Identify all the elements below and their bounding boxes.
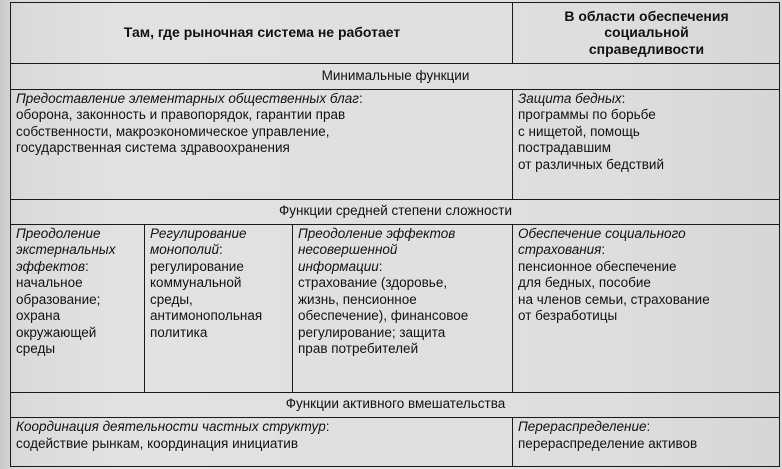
medium-col4-title-line-1: Обеспечение социального xyxy=(518,225,686,241)
medium-col4-line-4: от безработицы xyxy=(518,308,618,324)
medium-col2-cell: Регулирование монополий: регулирование коммунальной среды, антимонопольная политика xyxy=(145,224,293,392)
medium-col3-line-2: жизнь, пенсионное xyxy=(298,291,417,307)
medium-col1-line-4: окружающей xyxy=(16,324,97,340)
medium-col2-line-5: политика xyxy=(150,324,208,340)
minimal-left-line-2: собственности, макроэкономическое управление, xyxy=(16,123,330,139)
header-right xyxy=(513,3,780,64)
medium-col4-line-2: для бедных, пособие xyxy=(518,275,651,291)
active-left-title: Координация деятельности частных структур xyxy=(16,419,326,435)
section-row-active xyxy=(11,392,780,417)
medium-col2-line-3: среды, xyxy=(150,291,193,307)
medium-col2-line-2: коммунальной xyxy=(150,275,242,291)
header-right-line-1: В области обеспечения xyxy=(564,7,729,24)
minimal-right-cell: Защита бедных: программы по борьбе с нищетой, помощь пострадавшим от различных бедствий xyxy=(513,89,780,199)
functions-table xyxy=(10,2,780,467)
medium-col3-title-line-3: информации xyxy=(298,258,379,274)
minimal-left-title: Предоставление элементарных общественных благ xyxy=(16,90,359,106)
medium-col3-line-1: страхование (здоровье, xyxy=(298,275,448,291)
section-minimal: Минимальные функции xyxy=(11,64,780,89)
medium-col1-line-3: охрана xyxy=(16,308,61,324)
active-row xyxy=(11,418,780,467)
minimal-left-line-1: оборона, законность и правопорядок, гарантии прав xyxy=(16,107,346,123)
active-left-line-1: содействие рынкам, координация инициатив xyxy=(16,435,299,451)
medium-col2-title-line-1: Регулирование xyxy=(150,225,247,241)
medium-col4-line-1: пенсионное обеспечение xyxy=(518,258,677,274)
medium-col4-title-line-2: страхования xyxy=(518,242,602,258)
header-right-line-2: социальной xyxy=(604,24,689,41)
medium-row xyxy=(11,224,780,392)
header-left: Там, где рыночная система не работает xyxy=(11,3,513,64)
medium-col2-line-4: антимонопольная xyxy=(150,308,263,324)
minimal-left-cell: Предоставление элементарных общественных благ: оборона, законность и правопорядок, гарантии прав собственности, макроэкономическое управление, государственная система здравоохранения xyxy=(11,89,513,199)
section-row-medium xyxy=(11,199,780,224)
section-row-minimal xyxy=(11,64,780,89)
medium-col1-cell: Преодоление экстернальных эффектов: начальное образование; охрана окружающей среды xyxy=(11,224,145,392)
active-right-title: Перераспределение xyxy=(518,419,647,435)
active-right-cell: Перераспределение: перераспределение активов xyxy=(513,418,780,467)
medium-col2-line-1: регулирование xyxy=(150,258,244,274)
active-left-cell: Координация деятельности частных структур: содействие рынкам, координация инициатив xyxy=(11,418,513,467)
minimal-right-line-4: от различных бедствий xyxy=(518,156,665,172)
minimal-right-line-2: с нищетой, помощь xyxy=(518,123,640,139)
minimal-right-line-1: программы по борьбе xyxy=(518,107,656,123)
minimal-right-line-3: пострадавшим xyxy=(518,140,611,156)
medium-col4-cell: Обеспечение социального страхования: пенсионное обеспечение для бедных, пособие на членов семьи, страхование от безработицы xyxy=(513,224,780,392)
medium-col1-title-line-1: Преодоление xyxy=(16,225,101,241)
minimal-left-line-3: государственная система здравоохранения xyxy=(16,140,290,156)
active-right-line-1: перераспределение активов xyxy=(518,435,698,451)
medium-col2-title-line-2: монополий xyxy=(150,242,219,258)
section-medium: Функции средней степени сложности xyxy=(11,199,780,224)
medium-col1-line-5: среды xyxy=(16,341,56,357)
header-row xyxy=(11,3,780,64)
medium-col3-line-4: регулирование; защита xyxy=(298,324,446,340)
medium-col1-title-line-2: экстернальных xyxy=(16,242,116,258)
medium-col3-title-line-1: Преодоление эффектов xyxy=(298,225,456,241)
minimal-row xyxy=(11,89,780,199)
section-active: Функции активного вмешательства xyxy=(11,392,780,417)
medium-col4-line-3: на членов семьи, страхование xyxy=(518,291,710,307)
medium-col3-title-line-2: несовершенной xyxy=(298,242,398,258)
header-right-line-3: справедливости xyxy=(588,40,705,57)
medium-col3-cell: Преодоление эффектов несовершенной информации: страхование (здоровье, жизнь, пенсионное обеспечение), финансовое регулирование; защита прав потребителей xyxy=(293,224,513,392)
medium-col3-line-3: обеспечение), финансовое xyxy=(298,308,469,324)
medium-col3-line-5: прав потребителей xyxy=(298,341,419,357)
medium-col1-title-line-3: эффектов xyxy=(16,258,86,274)
minimal-right-title: Защита бедных xyxy=(518,90,622,106)
medium-col1-line-2: образование; xyxy=(16,291,101,307)
medium-col1-line-1: начальное xyxy=(16,275,83,291)
